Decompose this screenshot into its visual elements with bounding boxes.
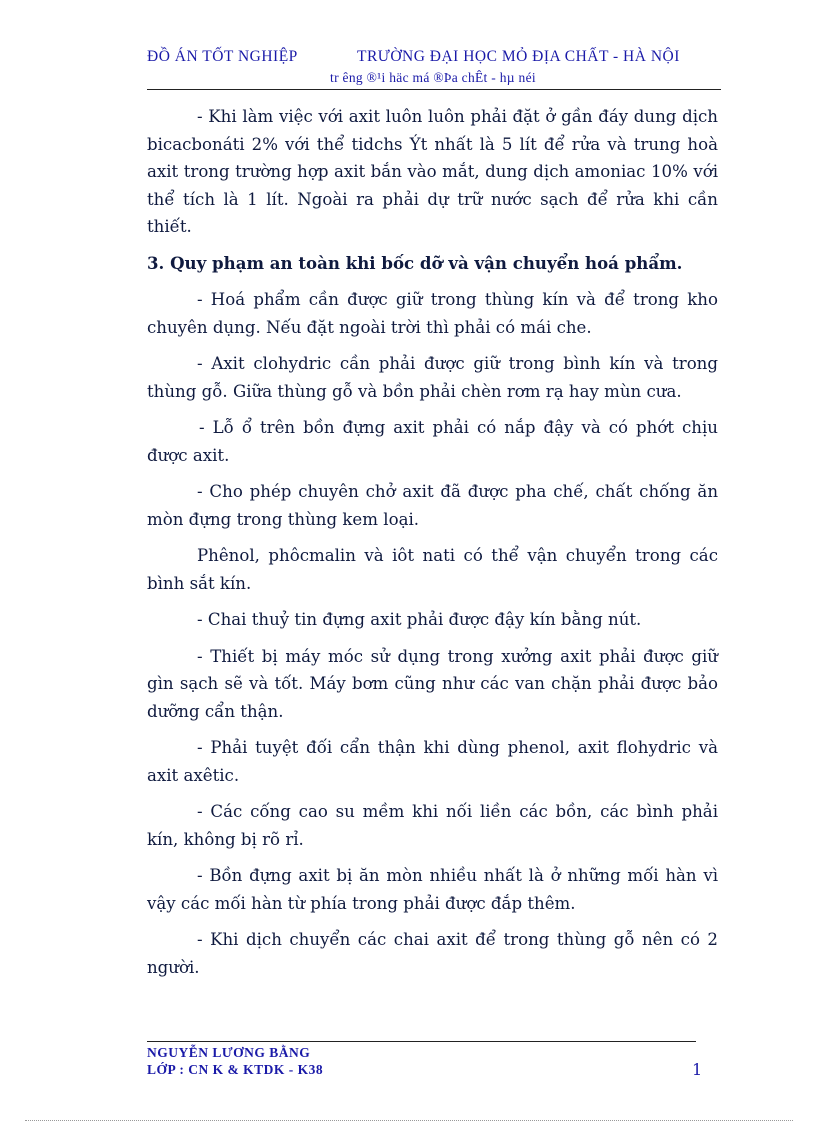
header-subtitle: tr êng ®¹i häc má ®Þa chÊt - hµ néi	[330, 70, 536, 85]
paragraph: - Bồn đựng axit bị ăn mòn nhiều nhất là ở những mối hàn vì vậy các mối hàn từ phía trong phải được đắp thêm.	[147, 866, 718, 913]
document-body	[147, 103, 718, 990]
footer-divider	[147, 1041, 696, 1042]
paragraph: - Chai thuỷ tin đựng axit phải được đậy kín bằng nút.	[197, 610, 642, 629]
page-number: 1	[692, 1060, 703, 1079]
footer-author: NGUYỄN LƯƠNG BẰNG	[147, 1045, 311, 1060]
paragraph: - Các cống cao su mềm khi nối liền các bồn, các bình phải kín, không bị rõ rỉ.	[147, 802, 718, 849]
header-divider	[147, 89, 721, 90]
header-university: TRƯỜNG ĐẠI HỌC MỎ ĐỊA CHẤT - HÀ NỘI	[357, 48, 680, 65]
paragraph: - Lỗ ổ trên bồn đựng axit phải có nắp đậy và có phớt chịu được axit.	[147, 418, 718, 465]
section-heading: 3. Quy phạm an toàn khi bốc dỡ và vận chuyển hoá phẩm.	[147, 252, 683, 273]
paragraph: Phênol, phôcmalin và iôt nati có thể vận chuyển trong các bình sắt kín.	[147, 546, 718, 593]
paragraph: - Hoá phẩm cần được giữ trong thùng kín và để trong kho chuyên dụng. Nếu đặt ngoài trời thì phải có mái che.	[147, 290, 718, 337]
page-bottom-divider	[25, 1120, 793, 1121]
paragraph: - Khi làm việc với axit luôn luôn phải đặt ở gần đáy dung dịch bicacbonáti 2% với thể tidchs Ýt nhất là 5 lít để rửa và trung hoà axit trong trường hợp axit bắn vào mắt, dung dịch amoniac 10% với thể tích là 1 lít. Ngoài ra phải dự trữ nước sạch để rửa khi cần thiết.	[147, 107, 718, 236]
paragraph: - Cho phép chuyên chở axit đã được pha chế, chất chống ăn mòn đựng trong thùng kem loại.	[147, 482, 718, 529]
paragraph: - Thiết bị máy móc sử dụng trong xưởng axit phải được giữ gìn sạch sẽ và tốt. Máy bơm cũng như các van chặn phải được bảo dưỡng cẩn thận.	[147, 646, 718, 721]
paragraph: - Phải tuyệt đối cẩn thận khi dùng phenol, axit flohydric và axit axêtic.	[147, 738, 718, 785]
paragraph: - Axit clohydric cần phải được giữ trong bình kín và trong thùng gỗ. Giữa thùng gỗ và bồn phải chèn rơm rạ hay mùn cưa.	[147, 354, 718, 401]
paragraph: - Khi dịch chuyển các chai axit để trong thùng gỗ nên có 2 người.	[147, 930, 718, 977]
footer-class: LỚP : CN K & KTDK - K38	[147, 1062, 324, 1077]
header-thesis-title: ĐỒ ÁN TỐT NGHIỆP	[147, 48, 298, 65]
